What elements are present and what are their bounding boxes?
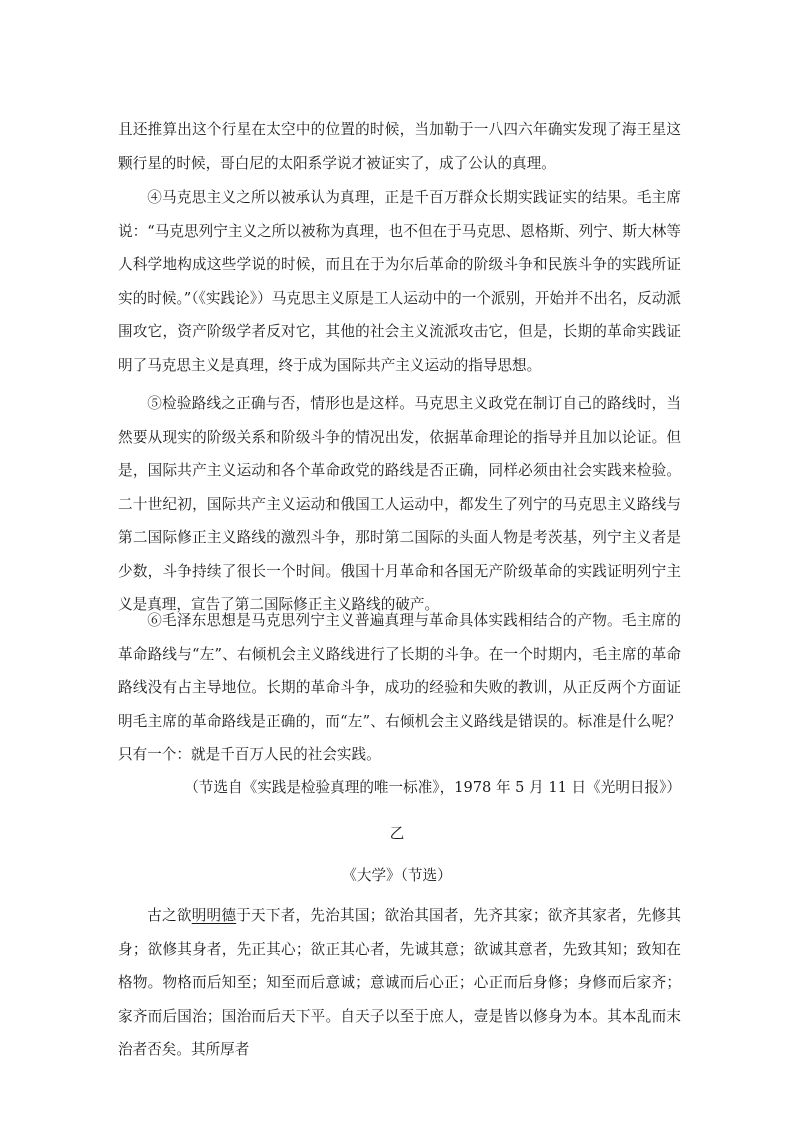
paragraph-5: ⑤检验路线之正确与否，情形也是这样。马克思主义政党在制订自己的路线时，当然要从现实的阶级关系和阶级斗争的情况出发，依据革命理论的指导并且加以论证。但是，国际共产主义运动和各个革命政党的路线是否正确，同样必须由社会实践来检验。二十世纪初，国际共产主义运动和俄国工人运动中，都发生了列宁的马克思主义路线与第二国际修正主义路线的激烈斗争，那时第二国际的头面人物是考茨基，列宁主义者是少数，斗争持续了很长一个时间。俄国十月革命和各国无产阶级革命的实践证明列宁主义是真理，宣告了第二国际修正主义路线的破产。 (118, 395, 681, 613)
daxue-rest: 于天下者，先治其国；欲治其国者，先齐其家；欲齐其家者，先修其身；欲修其身者，先正其心；欲正其心者，先诚其意；欲诚其意者，先致其知；致知在格物。物格而后知至；知至而后意诚；意诚而后心正；心正而后身修；身修而后家齐；家齐而后国治；国治而后天下平。自天子以至于庶人，壹是皆以修身为本。其本乱而末治者否矣。其所厚者 (118, 907, 681, 1058)
paragraph-6: ⑥毛泽东思想是马克思列宁主义普遍真理与革命具体实践相结合的产物。毛主席的革命路线与“左”、右倾机会主义路线进行了长期的斗争。在一个时期内，毛主席的革命路线没有占主导地位。长期的革命斗争，成功的经验和失败的教训，从正反两个方面证明毛主席的革命路线是正确的，而“左”、右倾机会主义路线是错误的。标准是什么呢？只有一个：就是千百万人民的社会实践。 (118, 612, 681, 763)
underlined-term: 明明德 (191, 907, 237, 924)
section-label: 乙 (389, 825, 405, 842)
paragraph-continuation: 且还推算出这个行星在太空中的位置的时候，当加勒于一八四六年确实发现了海王星这颗行星的时候，哥白尼的太阳系学说才被证实了，成了公认的真理。 (118, 121, 681, 172)
daxue-paragraph (118, 899, 681, 1067)
source-citation: （节选自《实践是检验真理的唯一标准》，1978 年 5 月 11 日《光明日报》） (184, 779, 681, 796)
paragraph-4: ④马克思主义之所以被承认为真理，正是千百万群众长期实践证实的结果。毛主席说：“马克思列宁主义之所以被称为真理，也不但在于马克思、恩格斯、列宁、斯大林等人科学地构成这些学说的时候，而且在于为尔后革命的阶级斗争和民族斗争的实践所证实的时候。”（《实践论》）马克思主义原是工人运动中的一个派别，开始并不出名，反动派围攻它，资产阶级学者反对它，其他的社会主义流派攻击它，但是，长期的革命实践证明了马克思主义是真理，终于成为国际共产主义运动的指导思想。 (118, 189, 681, 374)
daxue-lead: 古之欲 (147, 907, 192, 924)
daxue-title: 《大学》（节选） (342, 867, 452, 884)
